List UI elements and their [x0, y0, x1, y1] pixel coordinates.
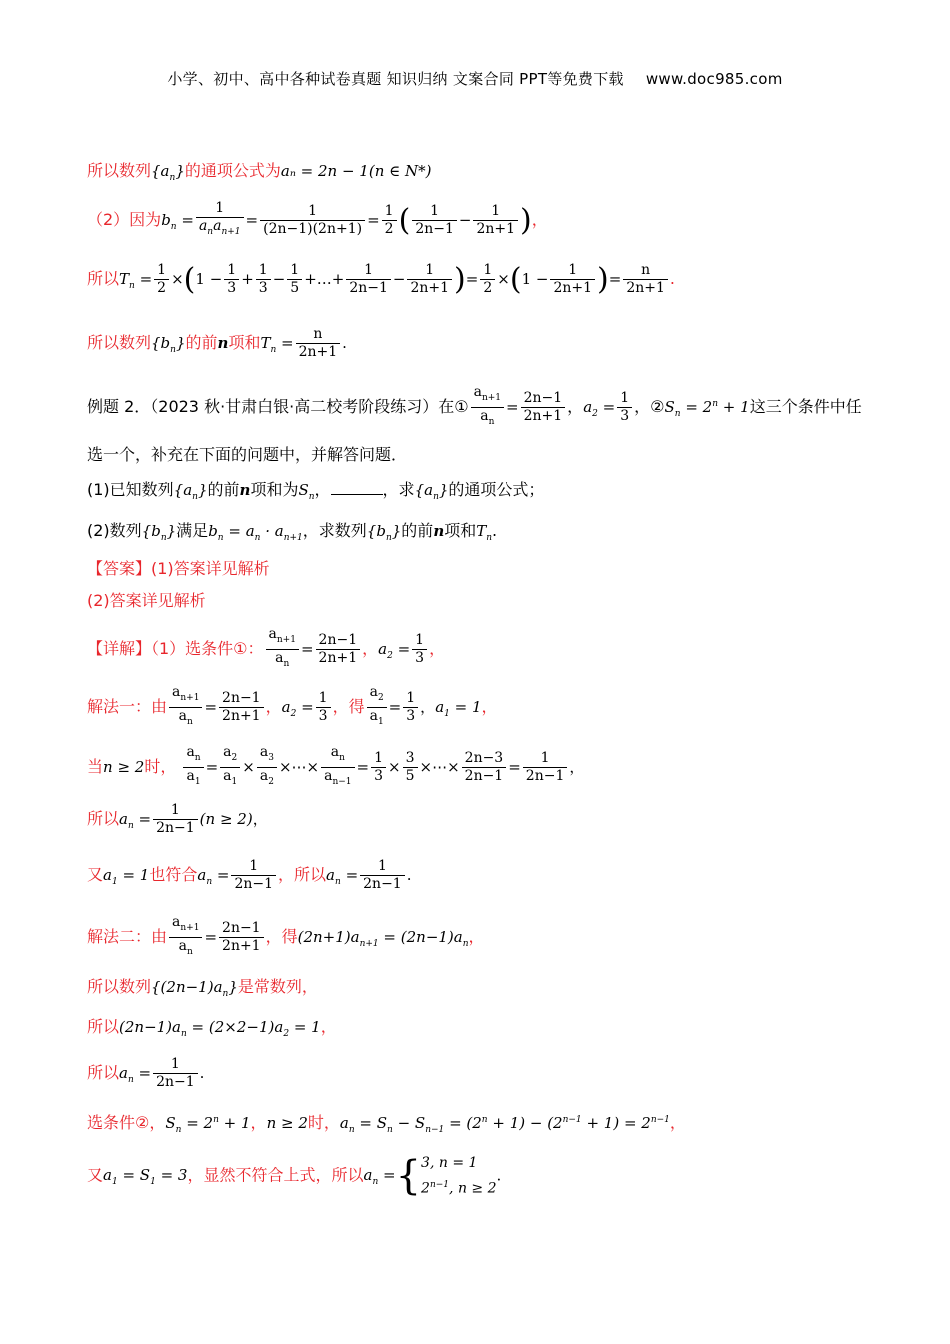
page-header — [0, 68, 950, 89]
header-text: 小学、初中、高中各种试卷真题 知识归纳 文案合同 PPT等免费下载 — [167, 70, 624, 88]
answer-1: 【答案】(1)答案详见解析 — [87, 559, 270, 578]
solution-line-3: 所以$T_n$ = $\frac{1}{2}$ ×(1 − $\frac{1}{3}$ + $\frac{1}{3}$ − $\frac{1}{5}$ +…+ $\frac{1}{2n-1}$ − $\frac{1}{2n+1}$ )= $\frac{1}{2}$ ×(1 − $\frac{1}{2n+1}$ )= $\frac{n}{2n+1}$ . — [87, 262, 675, 297]
example-2-line-2: 选一个，补充在下面的问题中，并解答问题． — [87, 445, 408, 464]
question-1: (1)已知数列$\{a_n\}$的前n项和为$S_n$， ，求$\{a_n\}$的通项公式； — [87, 480, 545, 502]
method-2-line-3: 所以$(2n-1)a_n = (2\times 2-1)a_2 = 1$， — [87, 1017, 337, 1039]
solution-line-2: （2）因为$b_n$ = $\frac{1}{a_na_{n+1}}$ = $\frac{1}{(2n-1)(2n+1)}$ = $\frac{1}{2}$ ( $\frac{1}{2n-1}$ − $\frac{1}{2n+1}$ )， — [87, 200, 548, 238]
detail-line: 【详解】（1）选条件①： $\frac{a_{n+1}}{a_n}$ = $\frac{2n-1}{2n+1}$ ，$a_2$ = $\frac{1}{3}$ ， — [87, 626, 446, 669]
method-2-line-1: 解法二：由 $\frac{a_{n+1}}{a_n}$ = $\frac{2n-1}{2n+1}$ ，得$(2n+1)a_{n+1} = (2n-1)a_n$， — [87, 914, 485, 957]
header-site: www.doc985.com — [645, 70, 783, 88]
method-1-line-1: 解法一：由 $\frac{a_{n+1}}{a_n}$ = $\frac{2n-1}{2n+1}$ ，$a_2$ = $\frac{1}{3}$ ，得 $\frac{a_2}{a_1}$ = $\frac{1}{3}$ ，$a_1 = 1$， — [87, 684, 498, 727]
condition-2-line-2: 又$a_1 = S_1 = 3$，显然不符合上式，所以$a_n$ ={ 3, n = 1 $2^{n-1}$, n ≥ 2 . — [87, 1152, 502, 1199]
answer-2: (2)答案详见解析 — [87, 591, 206, 610]
method-1-line-3: 所以$a_n$ = $\frac{1}{2n-1}$ (n ≥ 2)， — [87, 802, 268, 836]
method-2-line-4: 所以$a_n$ = $\frac{1}{2n-1}$ . — [87, 1056, 205, 1090]
fill-blank — [331, 480, 383, 495]
solution-line-4: 所以数列$\{b_n\}$的前n项和$T_n$ = $\frac{n}{2n+1}$ . — [87, 326, 347, 360]
example-2-title: 例题 2．（2023 秋·甘肃白银·高二校考阶段练习）在① $\frac{a_{n+1}}{a_n}$ = $\frac{2n-1}{2n+1}$ ，$a_2$ = $\frac{1}{3}$ ，$②S_n = 2^n + 1$这三个条件中任 — [87, 384, 862, 427]
method-2-line-2: 所以数列$\{(2n-1)a_n\}$是常数列， — [87, 977, 318, 999]
method-1-line-4: 又$a_1 = 1$也符合$a_n$ = $\frac{1}{2n-1}$ ，所以$a_n$ = $\frac{1}{2n-1}$ . — [87, 858, 412, 892]
question-2: (2)数列$\{b_n\}$满足$b_n = a_n \cdot a_{n+1}$，求数列$\{b_n\}$的前n项和$T_n$. — [87, 521, 498, 543]
solution-line-1: 所以数列$\{a_n\}$的通项公式为aₙ = 2n − 1(n ∈ N*) — [87, 161, 432, 183]
method-1-line-2: 当n ≥ 2时， $\frac{a_n}{a_1}$ = $\frac{a_2}{a_1}$ × $\frac{a_3}{a_2}$ ×⋯× $\frac{a_n}{a_{n-1}}$ = $\frac{1}{3}$ × $\frac{3}{5}$ ×⋯× $\frac{2n-3}{2n-1}$ = $\frac{1}{2n-1}$ ， — [87, 744, 585, 787]
condition-2-line-1: 选条件②，$S_n = 2^n + 1$，n ≥ 2时，$a_n = S_n - S_{n-1} = (2^n + 1) - (2^{n-1} + 1) = 2^{n-1}$， — [87, 1113, 686, 1135]
